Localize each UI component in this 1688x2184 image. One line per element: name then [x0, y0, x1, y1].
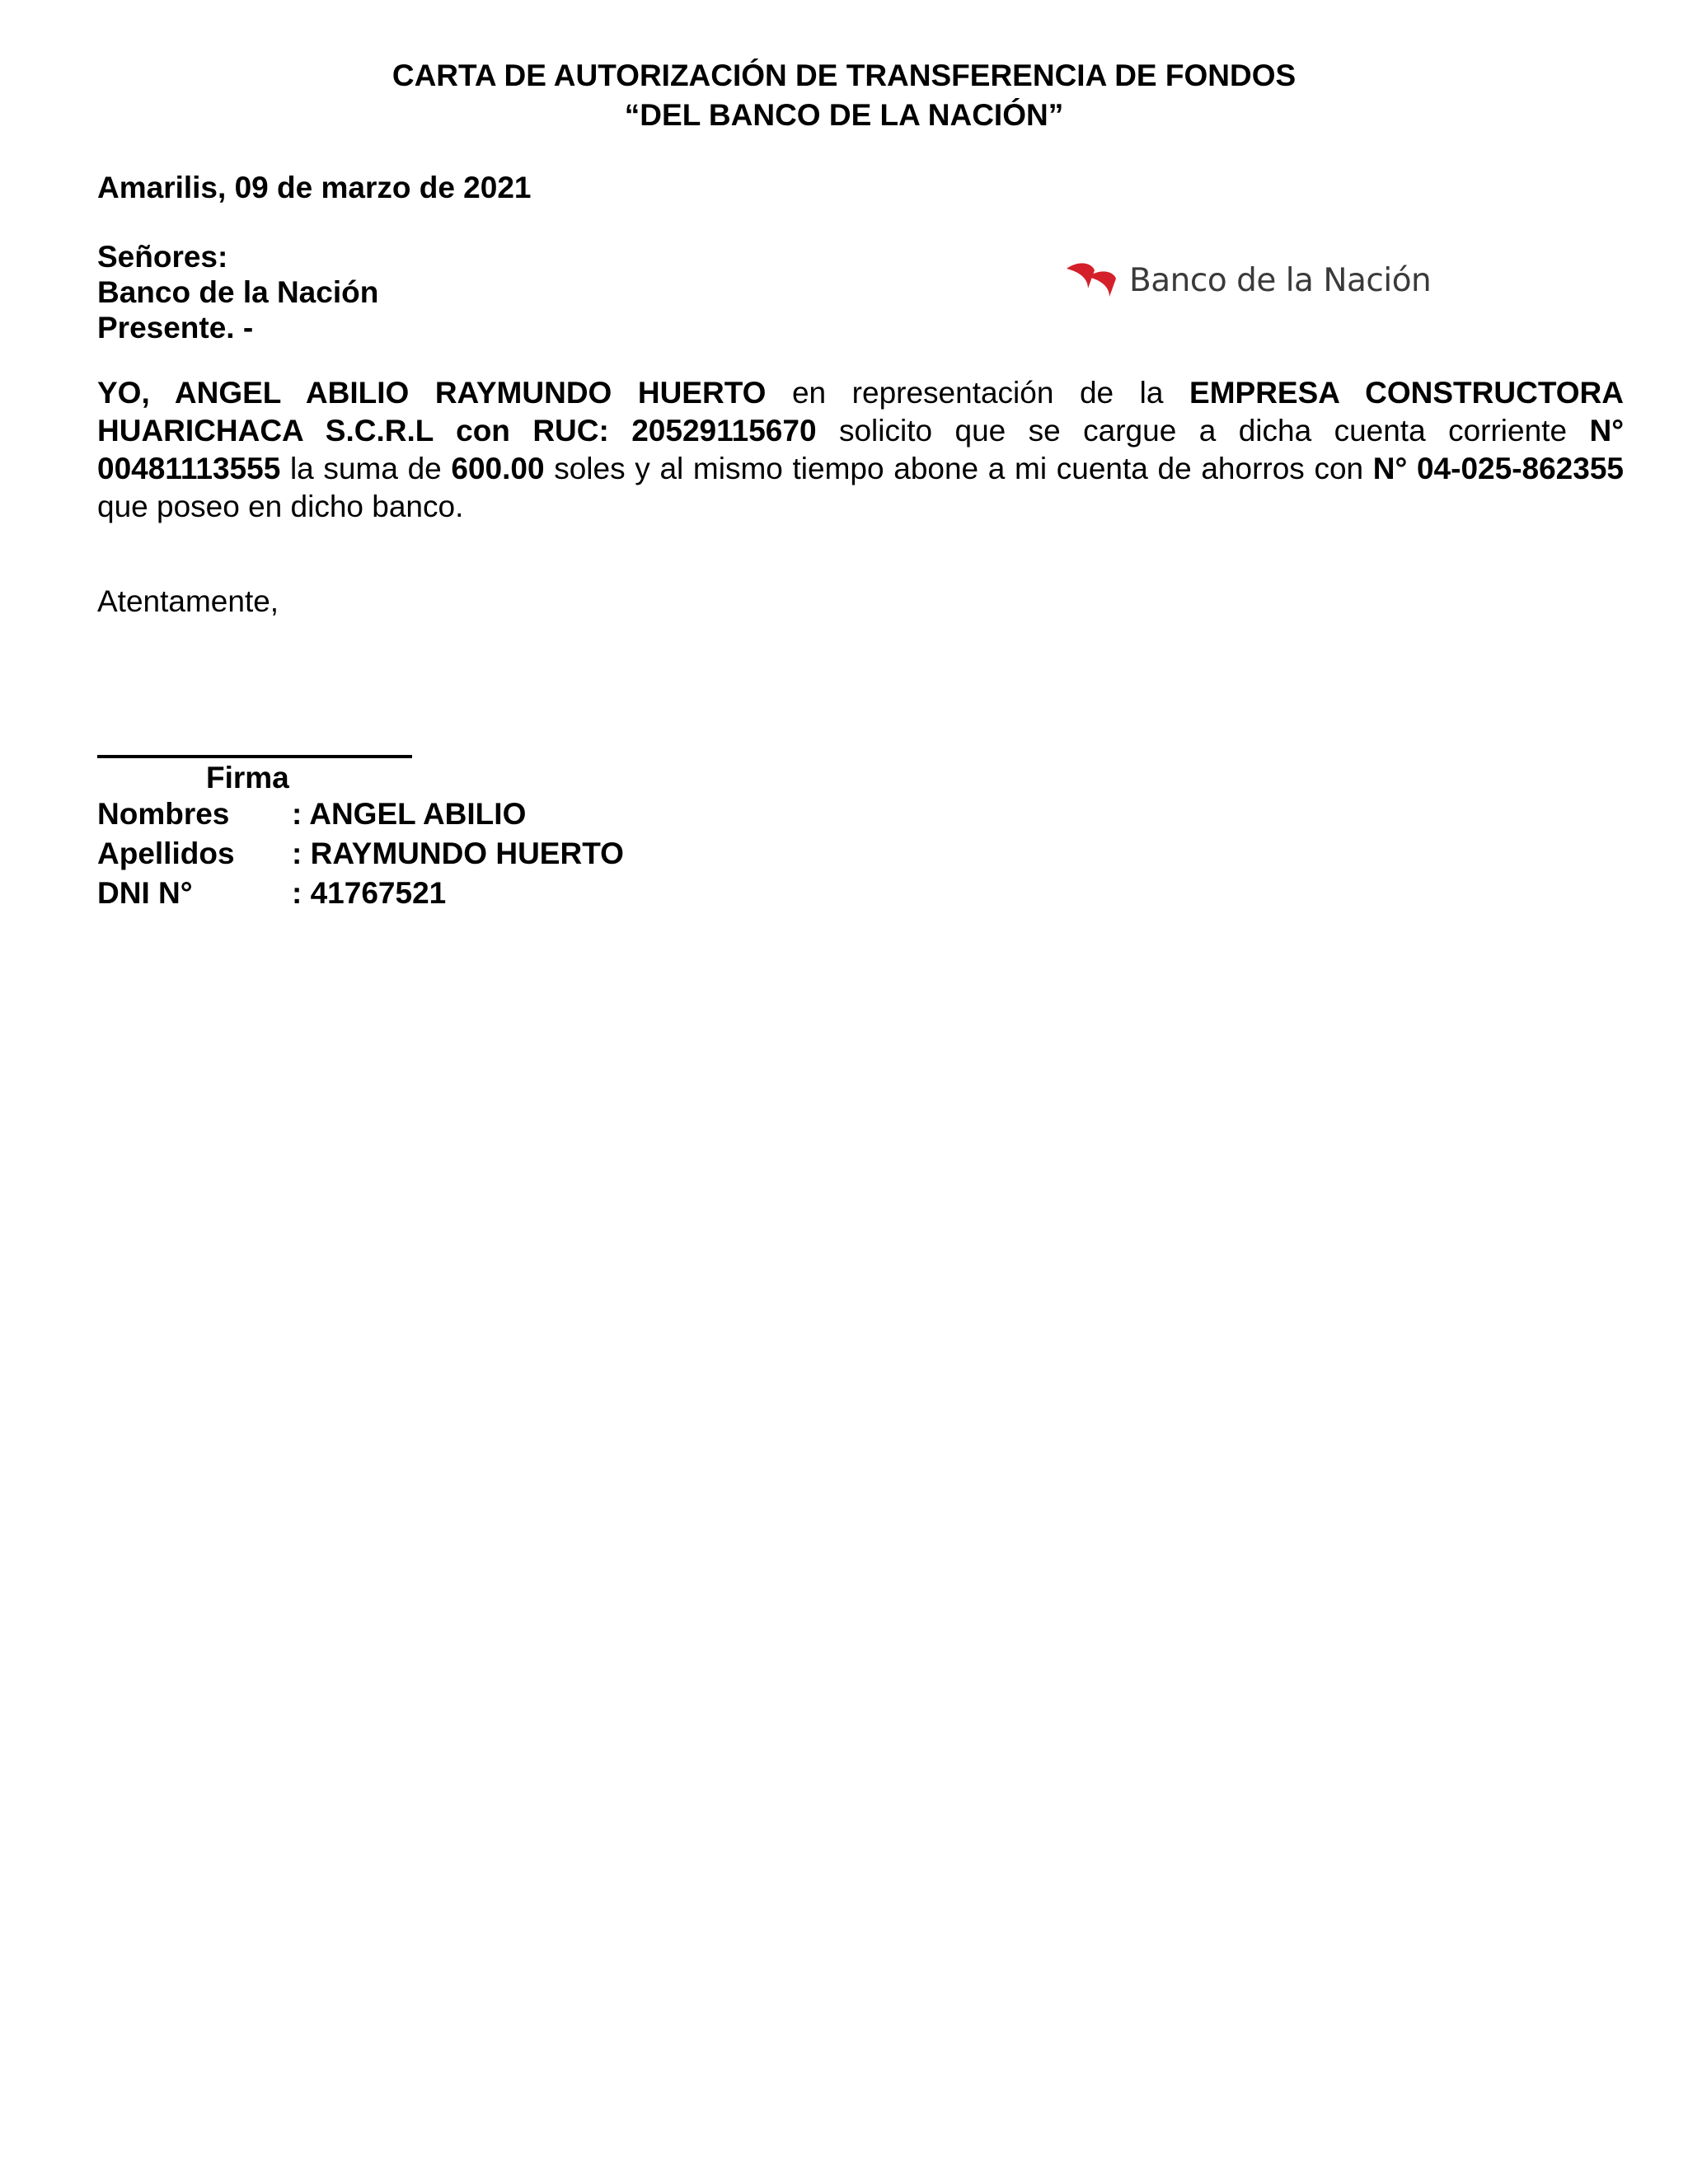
body-savings-account: N° 04-025-862355 [1372, 452, 1624, 485]
field-label: Apellidos [97, 837, 235, 870]
body-current-account: N° 00481113555 [97, 414, 1624, 485]
body-signer: YO, ANGEL ABILIO RAYMUNDO HUERTO [97, 376, 767, 410]
banco-nacion-logo-icon [1063, 255, 1123, 305]
body-paragraph [97, 374, 1624, 526]
body-text-1: en representación de la [766, 376, 1190, 410]
salutation-line1: Señores: [97, 240, 228, 274]
salutation-line3: Presente. - [97, 311, 254, 344]
field-label: DNI N° [97, 876, 193, 910]
body-text-5: que poseo en dicho banco. [97, 490, 464, 523]
body-text-3: la suma de [280, 452, 452, 485]
logo-text: Banco de la Nación [1129, 261, 1432, 299]
signer-surnames-row [97, 836, 624, 872]
document-title-line2: “DEL BANCO DE LA NACIÓN” [624, 98, 1064, 132]
body-amount: 600.00 [451, 452, 545, 485]
body-text-4: soles y al mismo tiempo abone a mi cuenta de ahorros con [544, 452, 1373, 485]
field-label: Nombres [97, 797, 230, 831]
salutation-line2: Banco de la Nación [97, 275, 379, 309]
document-title-line1: CARTA DE AUTORIZACIÓN DE TRANSFERENCIA DE FONDOS [392, 59, 1296, 92]
signer-names-row [97, 796, 526, 832]
date-line: Amarilis, 09 de marzo de 2021 [97, 171, 532, 204]
body-text-2: solicito que se cargue a dicha cuenta corriente [816, 414, 1590, 448]
body-company: EMPRESA CONSTRUCTORA HUARICHACA S.C.R.L con RUC: 20529115670 [97, 376, 1624, 448]
signature-line [97, 755, 412, 758]
signature-label: Firma [206, 761, 289, 794]
field-value: : ANGEL ABILIO [292, 797, 527, 831]
closing: Atentamente, [97, 584, 279, 618]
field-value: : 41767521 [292, 876, 447, 910]
field-value: : RAYMUNDO HUERTO [292, 837, 624, 870]
bank-logo [1063, 247, 1451, 313]
signer-dni-row [97, 875, 446, 912]
